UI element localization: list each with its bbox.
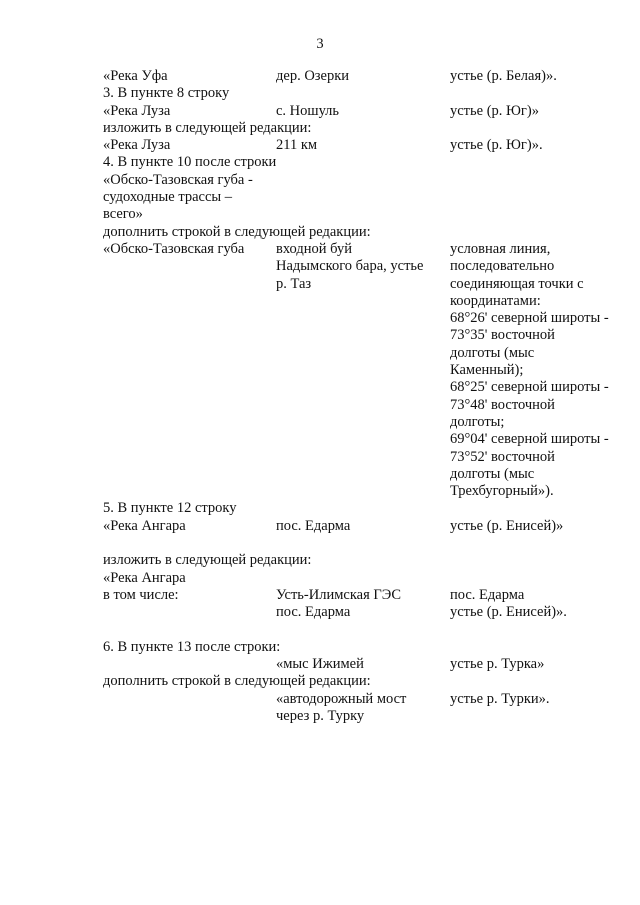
quote-line: судоходные трассы – [103,189,233,206]
cell-line: Трехбугорный»). [450,483,554,500]
add-instruction-2: дополнить строкой в следующей редакции: [103,673,371,690]
table-row-angara-old [103,518,623,535]
cell-line: пос. Едарма [276,604,351,621]
cell-river: «Река Ангара [103,517,186,534]
cell-line: 73°48' восточной [450,396,555,413]
cell-end [450,241,623,500]
cell-line: «автодорожный мост [276,690,407,707]
cell-line: Усть-Илимская ГЭС [276,586,401,603]
cell-river: «Река Уфа [103,68,168,84]
document-body [103,68,623,725]
cell-line: Надымского бара, устье [276,258,424,275]
cell-start [276,691,450,726]
cell-start: пос. Едарма [276,517,351,534]
cell-river [103,587,276,604]
cell-river [103,691,276,708]
cell-start [276,241,450,293]
cell-line: через р. Турку [276,707,365,724]
cell-end [450,691,623,708]
item-5-heading: 5. В пункте 12 строку [103,500,237,517]
cell-end: устье (р. Белая)». [450,68,557,84]
cell-line: долготы; [450,413,505,430]
cell-end: устье р. Турка» [450,656,545,673]
cell-line: 68°25' северной широты - [450,379,609,396]
cell-line: 73°52' восточной [450,448,555,465]
spacer [103,622,623,639]
cell-line: устье р. Турки». [450,690,550,707]
table-row-luza-old [103,103,623,120]
cell-end: устье (р. Юг)». [450,137,543,154]
cell-line: в том числе: [103,586,179,603]
cell-line: последовательно [450,258,555,275]
cell-line: пос. Едарма [450,586,525,603]
item-6-heading: 6. В пункте 13 после строки: [103,638,281,655]
cell-end: устье (р. Енисей)» [450,517,564,534]
quote-line: всего» [103,206,143,223]
cell-start: дер. Озерки [276,68,350,84]
angara-new-title: «Река Ангара [103,569,186,586]
add-instruction-1: дополнить строкой в следующей редакции: [103,223,371,240]
cell-line: «Обско-Тазовская губа [103,240,245,257]
cell-line: координатами: [450,292,541,309]
spacer [103,535,623,552]
cell-line: устье (р. Енисей)». [450,604,567,621]
cell-start: «мыс Ижимей [276,656,364,673]
item-3-heading: 3. В пункте 8 строку [103,85,230,102]
quoted-row-ob-taz [103,172,623,224]
cell-line: долготы (мыс [450,465,535,482]
cell-line: 68°26' северной широты - [450,310,609,327]
table-row-izhimey [103,656,623,673]
item-4-heading: 4. В пункте 10 после строки [103,154,277,171]
cell-line: соединяющая точки с [450,275,584,292]
cell-line: входной буй [276,240,352,257]
quote-line: «Обско-Тазовская губа - [103,171,253,188]
cell-start [276,587,450,622]
cell-line: р. Таз [276,275,312,292]
table-row-luza-new [103,137,623,154]
page-number: 3 [316,36,324,52]
cell-end: устье (р. Юг)» [450,102,539,119]
edit-instruction-2: изложить в следующей редакции: [103,552,312,569]
cell-line: условная линия, [450,240,551,257]
cell-river: «Река Луза [103,102,171,119]
cell-line [103,691,276,708]
cell-line: 73°35' восточной [450,327,555,344]
table-row-ob-taz [103,241,623,500]
table-row-angara-new [103,587,623,622]
cell-end [450,587,623,622]
cell-river [103,241,276,258]
cell-line: Каменный); [450,362,524,379]
table-row-ufa [103,68,623,85]
cell-start: 211 км [276,137,318,154]
cell-line: долготы (мыс [450,344,535,361]
cell-start: с. Ношуль [276,102,340,119]
table-row-bridge [103,691,623,726]
cell-line: 69°04' северной широты - [450,431,609,448]
edit-instruction-1: изложить в следующей редакции: [103,119,312,136]
cell-river: «Река Луза [103,137,171,154]
